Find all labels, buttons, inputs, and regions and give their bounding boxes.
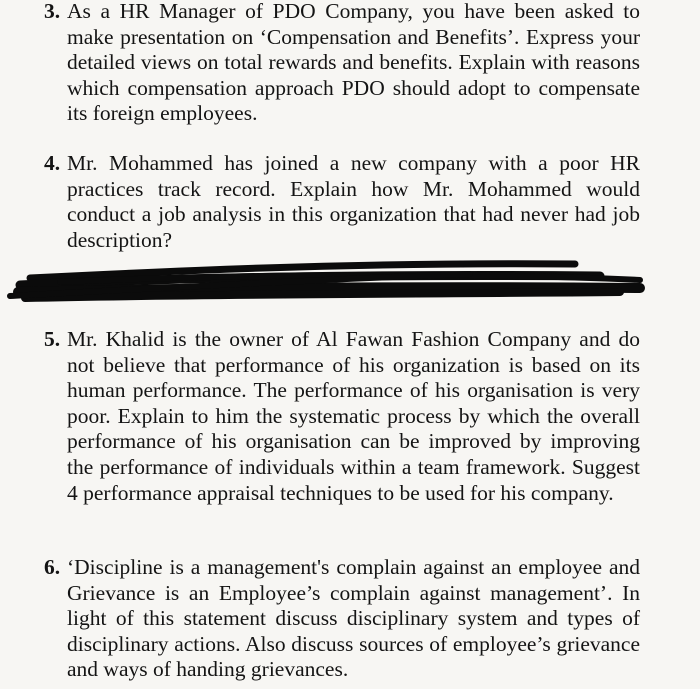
question-number: 4. xyxy=(44,151,61,175)
question-number: 5. xyxy=(44,327,61,351)
question-5 xyxy=(44,327,640,506)
question-text: As a HR Manager of PDO Company, you have been asked to make presentation on ‘Compensation and Benefits’. Express your detailed views on total rewards and benefits. Explain with reasons which compensation approach PDO should adopt to compensate its foreign employees. xyxy=(67,0,640,126)
question-text: ‘Discipline is a management's complain against an employee and Grievance is an Employee’s complain against management’. In light of this statement discuss disciplinary system and types of disciplinary actions. Also discuss sources of employee’s grievance and ways of handing grievances. xyxy=(67,555,640,682)
redacted-section-heading: Sectio..B xyxy=(46,278,96,290)
question-6 xyxy=(44,555,640,683)
redaction-scribble xyxy=(0,250,700,310)
question-text: Mr. Khalid is the owner of Al Fawan Fashion Company and do not believe that performance of his organization is based on its human performance. The performance of his organisation is very poor. Explain to him the systematic process by which the overall performance of his organisation can be improved by improving the performance of individuals within a team framework. Suggest 4 performance appraisal techniques to be used for his company. xyxy=(67,327,640,505)
question-3 xyxy=(44,0,640,127)
question-number: 3. xyxy=(44,0,61,23)
question-number: 6. xyxy=(44,555,61,579)
question-4 xyxy=(44,151,640,253)
question-text: Mr. Mohammed has joined a new company with a poor HR practices track record. Explain how Mr. Mohammed would conduct a job analysis in this organization that had never had job description? xyxy=(67,151,640,252)
